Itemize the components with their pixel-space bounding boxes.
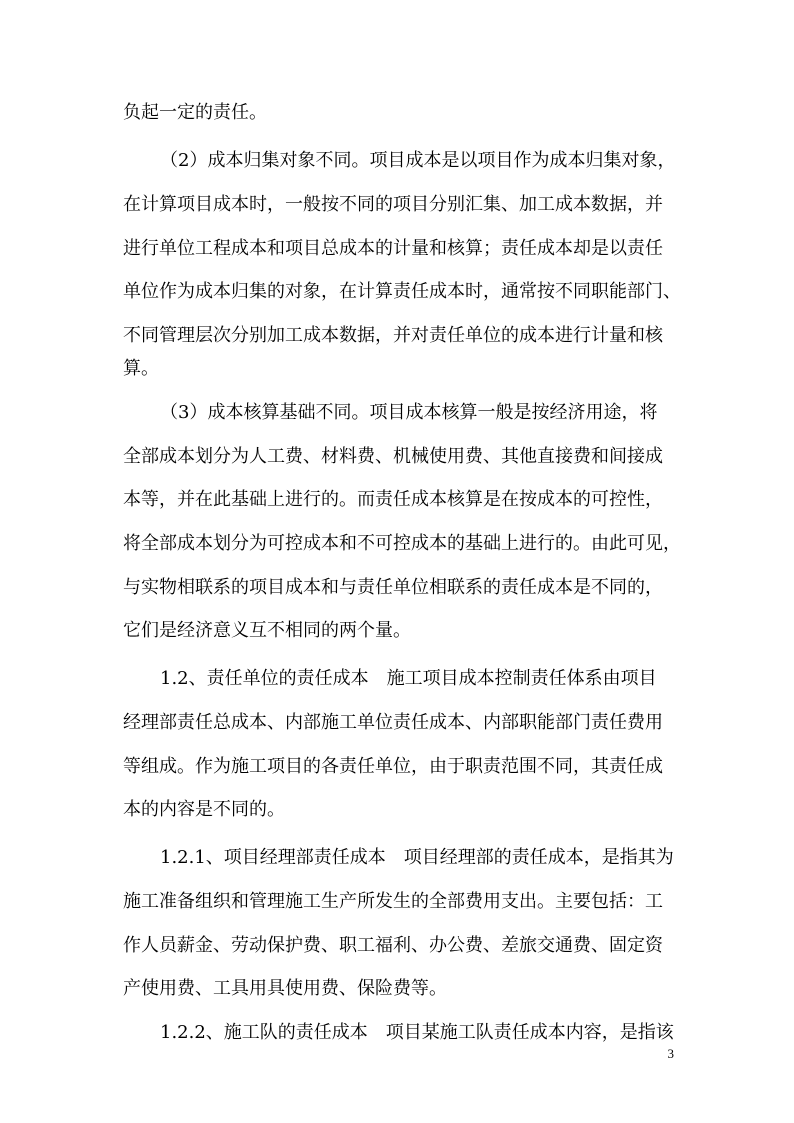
page-number: 3 — [667, 1046, 674, 1061]
paragraph-line: 等组成。作为施工项目的各责任单位，由于职责范围不同，其责任成 — [123, 756, 663, 777]
section-heading-line: 1.2.1、项目经理部责任成本 项目经理部的责任成本，是指其为 — [160, 847, 674, 868]
paragraph-line: 本的内容是不同的。 — [123, 799, 285, 820]
paragraph-line: 负起一定的责任。 — [123, 102, 267, 123]
paragraph-line: 在计算项目成本时，一般按不同的项目分别汇集、加工成本数据，并 — [123, 194, 663, 215]
paragraph-line: 算。 — [123, 358, 159, 379]
paragraph-line: 与实物相联系的项目成本和与责任单位相联系的责任成本是不同的， — [123, 577, 663, 598]
paragraph-line: 施工准备组织和管理施工生产所发生的全部费用支出。主要包括：工 — [123, 891, 663, 912]
paragraph-line: 本等，并在此基础上进行的。而责任成本核算是在按成本的可控性， — [123, 489, 663, 510]
section-heading-line: 1.2.2、施工队的责任成本 项目某施工队责任成本内容，是指该 — [160, 1022, 674, 1043]
paragraph-line: 不同管理层次分别加工成本数据，并对责任单位的成本进行计量和核 — [123, 325, 663, 346]
paragraph-line: 单位作为成本归集的对象，在计算责任成本时，通常按不同职能部门、 — [123, 281, 681, 302]
paragraph-line: 经理部责任总成本、内部施工单位责任成本、内部职能部门责任费用 — [123, 712, 663, 733]
paragraph-line: 作人员薪金、劳动保护费、职工福利、办公费、差旅交通费、固定资 — [123, 935, 663, 956]
paragraph-line: 全部成本划分为人工费、材料费、机械使用费、其他直接费和间接成 — [123, 446, 663, 467]
paragraph-line: 将全部成本划分为可控成本和不可控成本的基础上进行的。由此可见， — [123, 533, 681, 554]
section-heading-line: 1.2、责任单位的责任成本 施工项目成本控制责任体系由项目 — [160, 668, 657, 689]
paragraph-line: 它们是经济意义互不相同的两个量。 — [123, 620, 411, 641]
paragraph-line: （2）成本归集对象不同。项目成本是以项目作为成本归集对象， — [160, 150, 676, 171]
paragraph-line: 进行单位工程成本和项目总成本的计量和核算；责任成本却是以责任 — [123, 238, 663, 259]
paragraph-line: （3）成本核算基础不同。项目成本核算一般是按经济用途，将 — [160, 402, 658, 423]
paragraph-line: 产使用费、工具用具使用费、保险费等。 — [123, 978, 447, 999]
